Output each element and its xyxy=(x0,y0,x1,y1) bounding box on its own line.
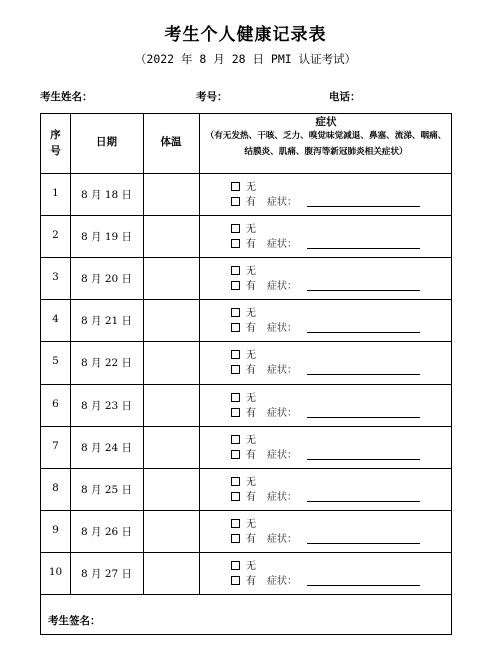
row-divider xyxy=(41,426,451,427)
row-divider xyxy=(41,468,451,469)
symptom-input-line[interactable] xyxy=(307,543,420,544)
option-none-label: 无 xyxy=(246,476,256,488)
option-yes-label: 有 xyxy=(246,239,256,251)
checkbox-none[interactable] xyxy=(231,561,240,570)
option-yes[interactable] xyxy=(231,572,256,587)
option-none-label: 无 xyxy=(246,350,256,362)
symptom-field-label: 症状： xyxy=(267,407,297,419)
symptom-input-line[interactable] xyxy=(307,585,420,586)
temperature-cell[interactable] xyxy=(144,428,198,466)
checkbox-none[interactable] xyxy=(231,266,240,275)
symptom-field-label: 症状： xyxy=(267,281,297,293)
option-none[interactable] xyxy=(231,515,256,530)
row-index: 4 xyxy=(52,313,59,326)
row-divider xyxy=(41,173,451,174)
health-record-table xyxy=(40,113,452,635)
checkbox-none[interactable] xyxy=(231,477,240,486)
option-none-label: 无 xyxy=(246,392,256,404)
row-index: 2 xyxy=(52,229,59,242)
option-yes-label: 有 xyxy=(246,449,256,461)
symptom-input-line[interactable] xyxy=(307,206,420,207)
row-divider xyxy=(41,384,451,385)
symptom-input-line[interactable] xyxy=(307,459,420,460)
row-index: 6 xyxy=(52,397,59,410)
temperature-cell[interactable] xyxy=(144,175,198,213)
option-yes[interactable] xyxy=(231,488,256,503)
checkbox-none[interactable] xyxy=(231,393,240,402)
checkbox-yes[interactable] xyxy=(231,534,240,543)
symptom-input-line[interactable] xyxy=(307,374,420,375)
phone-label: 电话： xyxy=(329,91,361,103)
option-yes[interactable] xyxy=(231,277,256,292)
header-temperature: 体温 xyxy=(160,136,182,148)
checkbox-yes[interactable] xyxy=(231,281,240,290)
symptom-input-line[interactable] xyxy=(307,332,420,333)
option-yes-label: 有 xyxy=(246,281,256,293)
symptom-field-label: 症状： xyxy=(267,365,297,377)
row-date: 8 月 26 日 xyxy=(81,525,133,538)
option-yes-label: 有 xyxy=(246,533,256,545)
option-none[interactable] xyxy=(231,178,256,193)
row-date: 8 月 18 日 xyxy=(81,189,133,201)
checkbox-none[interactable] xyxy=(231,519,240,528)
option-none-label: 无 xyxy=(246,182,256,193)
symptom-input-line[interactable] xyxy=(307,248,420,249)
checkbox-yes[interactable] xyxy=(231,408,240,417)
option-yes-label: 有 xyxy=(246,365,256,377)
row-date: 8 月 21 日 xyxy=(81,315,133,328)
option-yes[interactable] xyxy=(231,446,256,461)
document-subtitle: （2022 年 8 月 28 日 PMI 认证考试） xyxy=(134,52,357,66)
row-divider xyxy=(41,341,451,342)
row-index: 8 xyxy=(52,481,59,494)
temperature-cell[interactable] xyxy=(144,512,198,550)
row-date: 8 月 20 日 xyxy=(81,273,133,286)
option-yes[interactable] xyxy=(231,404,256,419)
symptom-field-label: 症状： xyxy=(267,533,297,545)
option-none[interactable] xyxy=(231,473,256,488)
row-date: 8 月 22 日 xyxy=(81,357,133,370)
symptom-field-label: 症状： xyxy=(267,449,297,461)
signature-label: 考生签名： xyxy=(48,615,101,627)
checkbox-none[interactable] xyxy=(231,224,240,233)
option-none[interactable] xyxy=(231,389,256,404)
option-yes[interactable] xyxy=(231,193,256,208)
option-none-label: 无 xyxy=(246,224,256,236)
checkbox-yes[interactable] xyxy=(231,365,240,374)
option-yes-label: 有 xyxy=(246,575,256,587)
checkbox-yes[interactable] xyxy=(231,239,240,248)
option-yes-label: 有 xyxy=(246,491,256,503)
column-divider xyxy=(199,114,200,594)
symptom-input-line[interactable] xyxy=(307,290,420,291)
option-yes[interactable] xyxy=(231,319,256,334)
exam-id-label: 考号： xyxy=(196,91,228,103)
row-date: 8 月 25 日 xyxy=(81,483,133,496)
header-date: 日期 xyxy=(96,136,117,148)
row-divider xyxy=(41,552,451,553)
row-index: 10 xyxy=(48,565,63,578)
row-date: 8 月 27 日 xyxy=(81,567,133,580)
option-yes[interactable] xyxy=(231,530,256,545)
checkbox-none[interactable] xyxy=(231,182,240,191)
row-date: 8 月 19 日 xyxy=(81,231,133,244)
temperature-cell[interactable] xyxy=(144,343,198,381)
row-divider xyxy=(41,215,451,216)
checkbox-yes[interactable] xyxy=(231,323,240,332)
header-symptom: 症状 xyxy=(315,116,337,128)
checkbox-none[interactable] xyxy=(231,308,240,317)
temperature-cell[interactable] xyxy=(144,301,198,339)
checkbox-yes[interactable] xyxy=(231,576,240,585)
header-symptom-note: （有无发热、干咳、乏力、嗅觉味觉减退、鼻塞、流涕、咽痛、结膜炎、肌痛、腹泻等新冠肺炎相关症状） xyxy=(205,131,447,157)
row-index: 9 xyxy=(52,523,59,536)
option-none-label: 无 xyxy=(246,518,256,530)
symptom-input-line[interactable] xyxy=(307,417,420,418)
symptom-input-line[interactable] xyxy=(307,501,420,502)
row-divider xyxy=(41,594,451,595)
header-index: 序号 xyxy=(50,129,61,157)
row-index: 1 xyxy=(52,187,59,199)
symptom-field-label: 症状： xyxy=(267,239,297,251)
checkbox-none[interactable] xyxy=(231,435,240,444)
option-none[interactable] xyxy=(231,220,256,235)
option-none-label: 无 xyxy=(246,308,256,320)
option-none-label: 无 xyxy=(246,434,256,446)
column-divider xyxy=(70,114,71,594)
row-index: 5 xyxy=(52,355,59,368)
row-index: 3 xyxy=(52,271,59,284)
option-yes[interactable] xyxy=(231,235,256,250)
row-divider xyxy=(41,299,451,300)
temperature-cell[interactable] xyxy=(144,554,198,592)
option-none-label: 无 xyxy=(246,266,256,278)
option-yes-label: 有 xyxy=(246,197,256,208)
row-date: 8 月 23 日 xyxy=(81,399,133,412)
temperature-cell[interactable] xyxy=(144,217,198,255)
option-none[interactable] xyxy=(231,262,256,277)
symptom-field-label: 症状： xyxy=(267,575,297,587)
row-date: 8 月 24 日 xyxy=(81,441,133,454)
row-index: 7 xyxy=(52,439,59,452)
option-yes[interactable] xyxy=(231,361,256,376)
symptom-field-label: 症状： xyxy=(267,197,297,208)
temperature-cell[interactable] xyxy=(144,470,198,508)
checkbox-yes[interactable] xyxy=(231,492,240,501)
symptom-field-label: 症状： xyxy=(267,491,297,503)
temperature-cell[interactable] xyxy=(144,386,198,424)
option-none-label: 无 xyxy=(246,560,256,572)
checkbox-none[interactable] xyxy=(231,350,240,359)
symptom-field-label: 症状： xyxy=(267,323,297,335)
option-yes-label: 有 xyxy=(246,407,256,419)
candidate-name-label: 考生姓名： xyxy=(40,91,93,103)
option-none[interactable] xyxy=(231,304,256,319)
checkbox-yes[interactable] xyxy=(231,450,240,459)
option-none[interactable] xyxy=(231,431,256,446)
row-divider xyxy=(41,257,451,258)
temperature-cell[interactable] xyxy=(144,259,198,297)
option-none[interactable] xyxy=(231,557,256,572)
checkbox-yes[interactable] xyxy=(231,197,240,206)
document-title: 考生个人健康记录表 xyxy=(164,25,327,45)
option-yes-label: 有 xyxy=(246,323,256,335)
row-divider xyxy=(41,510,451,511)
option-none[interactable] xyxy=(231,346,256,361)
